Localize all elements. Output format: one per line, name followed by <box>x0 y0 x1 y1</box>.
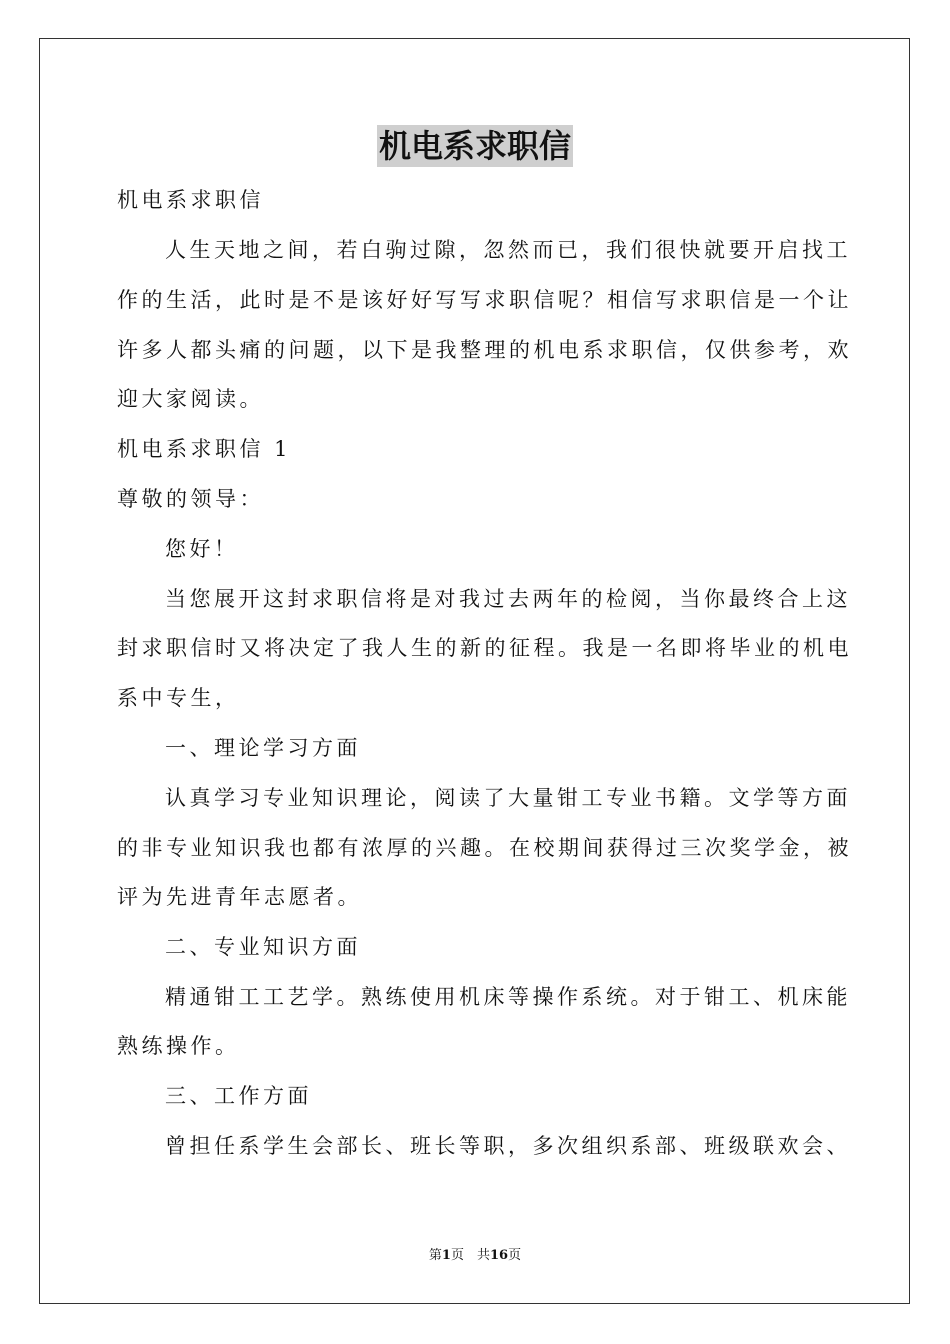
subtitle-line: 机电系求职信 <box>117 188 264 212</box>
subheading: 三、工作方面 <box>165 1084 312 1108</box>
title-container <box>0 125 950 167</box>
page-footer <box>0 1247 950 1265</box>
section-heading: 机电系求职信 1 <box>117 437 292 461</box>
paragraph-line: 认真学习专业知识理论，阅读了大量钳工专业书籍。文学等方面 <box>165 786 851 810</box>
footer-mid: 页 共 <box>450 1248 490 1263</box>
paragraph-line: 评为先进青年志愿者。 <box>117 885 362 909</box>
paragraph-line: 人生天地之间，若白驹过隙，忽然而已，我们很快就要开启找工 <box>165 238 851 262</box>
paragraph-line: 当您展开这封求职信将是对我过去两年的检阅，当你最终合上这 <box>165 587 851 611</box>
footer-current-page: 1 <box>441 1248 451 1263</box>
document-title: 机电系求职信 <box>378 127 571 165</box>
greeting: 您好！ <box>165 537 239 561</box>
page-border <box>39 38 910 1304</box>
paragraph-line: 的非专业知识我也都有浓厚的兴趣。在校期间获得过三次奖学金，被 <box>117 836 852 860</box>
paragraph-line: 许多人都头痛的问题，以下是我整理的机电系求职信，仅供参考，欢 <box>117 338 852 362</box>
paragraph-line: 作的生活，此时是不是该好好写写求职信呢？相信写求职信是一个让 <box>117 288 852 312</box>
paragraph-line: 封求职信时又将决定了我人生的新的征程。我是一名即将毕业的机电 <box>117 636 852 660</box>
paragraph-line: 迎大家阅读。 <box>117 387 264 411</box>
footer-prefix: 第 <box>428 1248 442 1263</box>
subheading: 二、专业知识方面 <box>165 935 361 959</box>
footer-suffix: 页 <box>508 1248 522 1263</box>
salutation: 尊敬的领导： <box>117 487 264 511</box>
paragraph-line: 曾担任系学生会部长、班长等职，多次组织系部、班级联欢会、 <box>165 1134 851 1158</box>
subheading: 一、理论学习方面 <box>165 736 361 760</box>
paragraph-line: 精通钳工工艺学。熟练使用机床等操作系统。对于钳工、机床能 <box>165 985 851 1009</box>
paragraph-line: 系中专生， <box>117 686 240 710</box>
paragraph-line: 熟练操作。 <box>117 1034 240 1058</box>
footer-total-pages: 16 <box>489 1248 509 1263</box>
